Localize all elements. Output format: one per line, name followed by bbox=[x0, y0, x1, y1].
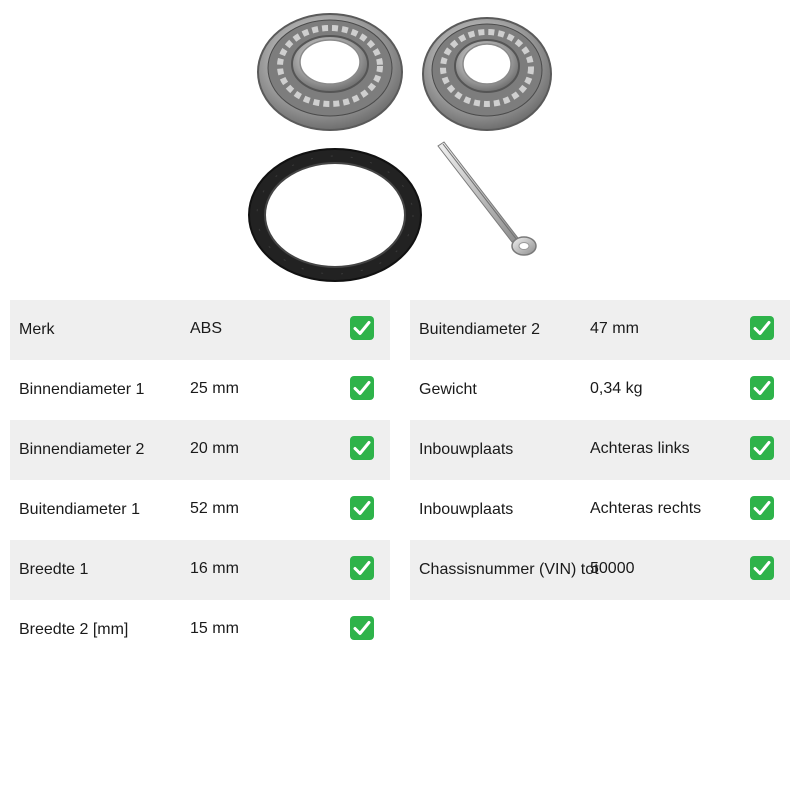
spec-label: Inbouwplaats bbox=[419, 501, 514, 518]
spec-value: 52 mm bbox=[190, 500, 239, 517]
spec-row bbox=[410, 420, 790, 480]
oil-seal-ring bbox=[249, 149, 421, 281]
spec-label: Chassisnummer (VIN) tot bbox=[419, 561, 599, 578]
check-mark-icon bbox=[750, 316, 774, 340]
small-bearing bbox=[423, 18, 551, 130]
large-bearing bbox=[258, 14, 402, 130]
spec-row bbox=[410, 480, 790, 540]
spec-label: Merk bbox=[19, 321, 55, 338]
check-mark-icon bbox=[350, 316, 374, 340]
spec-value: 47 mm bbox=[590, 320, 639, 337]
spec-row bbox=[410, 300, 790, 360]
spec-label: Breedte 1 bbox=[19, 561, 89, 578]
check-mark-icon bbox=[750, 556, 774, 580]
check-mark-icon bbox=[350, 616, 374, 640]
spec-row bbox=[10, 360, 390, 420]
spec-row bbox=[10, 480, 390, 540]
spec-row bbox=[10, 540, 390, 600]
spec-label: Binnendiameter 1 bbox=[19, 381, 145, 398]
spec-row bbox=[410, 360, 790, 420]
spec-label: Buitendiameter 2 bbox=[419, 321, 540, 338]
specs-table-left bbox=[10, 300, 390, 660]
check-mark-icon bbox=[350, 496, 374, 520]
spec-row bbox=[410, 540, 790, 600]
check-mark-icon bbox=[350, 556, 374, 580]
product-image bbox=[240, 10, 560, 290]
spec-value: 0,34 kg bbox=[590, 380, 643, 397]
spec-label: Gewicht bbox=[419, 381, 477, 398]
spec-value: ABS bbox=[190, 320, 223, 337]
spec-row bbox=[10, 420, 390, 480]
spec-label: Binnendiameter 2 bbox=[19, 441, 145, 458]
check-mark-icon bbox=[750, 436, 774, 460]
check-mark-icon bbox=[350, 376, 374, 400]
check-mark-icon bbox=[350, 436, 374, 460]
spec-value: 25 mm bbox=[190, 380, 239, 397]
specs-table-right bbox=[410, 300, 790, 600]
spec-label: Buitendiameter 1 bbox=[19, 501, 140, 518]
spec-value: 16 mm bbox=[190, 560, 239, 577]
spec-row bbox=[10, 300, 390, 360]
spec-value: 15 mm bbox=[190, 620, 239, 637]
check-mark-icon bbox=[750, 376, 774, 400]
split-pin bbox=[438, 142, 536, 255]
check-mark-icon bbox=[750, 496, 774, 520]
spec-value: 20 mm bbox=[190, 440, 239, 457]
spec-label: Breedte 2 [mm] bbox=[19, 621, 129, 638]
spec-value: Achteras rechts bbox=[590, 500, 702, 517]
spec-value: Achteras links bbox=[590, 440, 690, 457]
spec-value: 50000 bbox=[590, 560, 635, 577]
spec-label: Inbouwplaats bbox=[419, 441, 514, 458]
spec-row bbox=[10, 600, 390, 660]
